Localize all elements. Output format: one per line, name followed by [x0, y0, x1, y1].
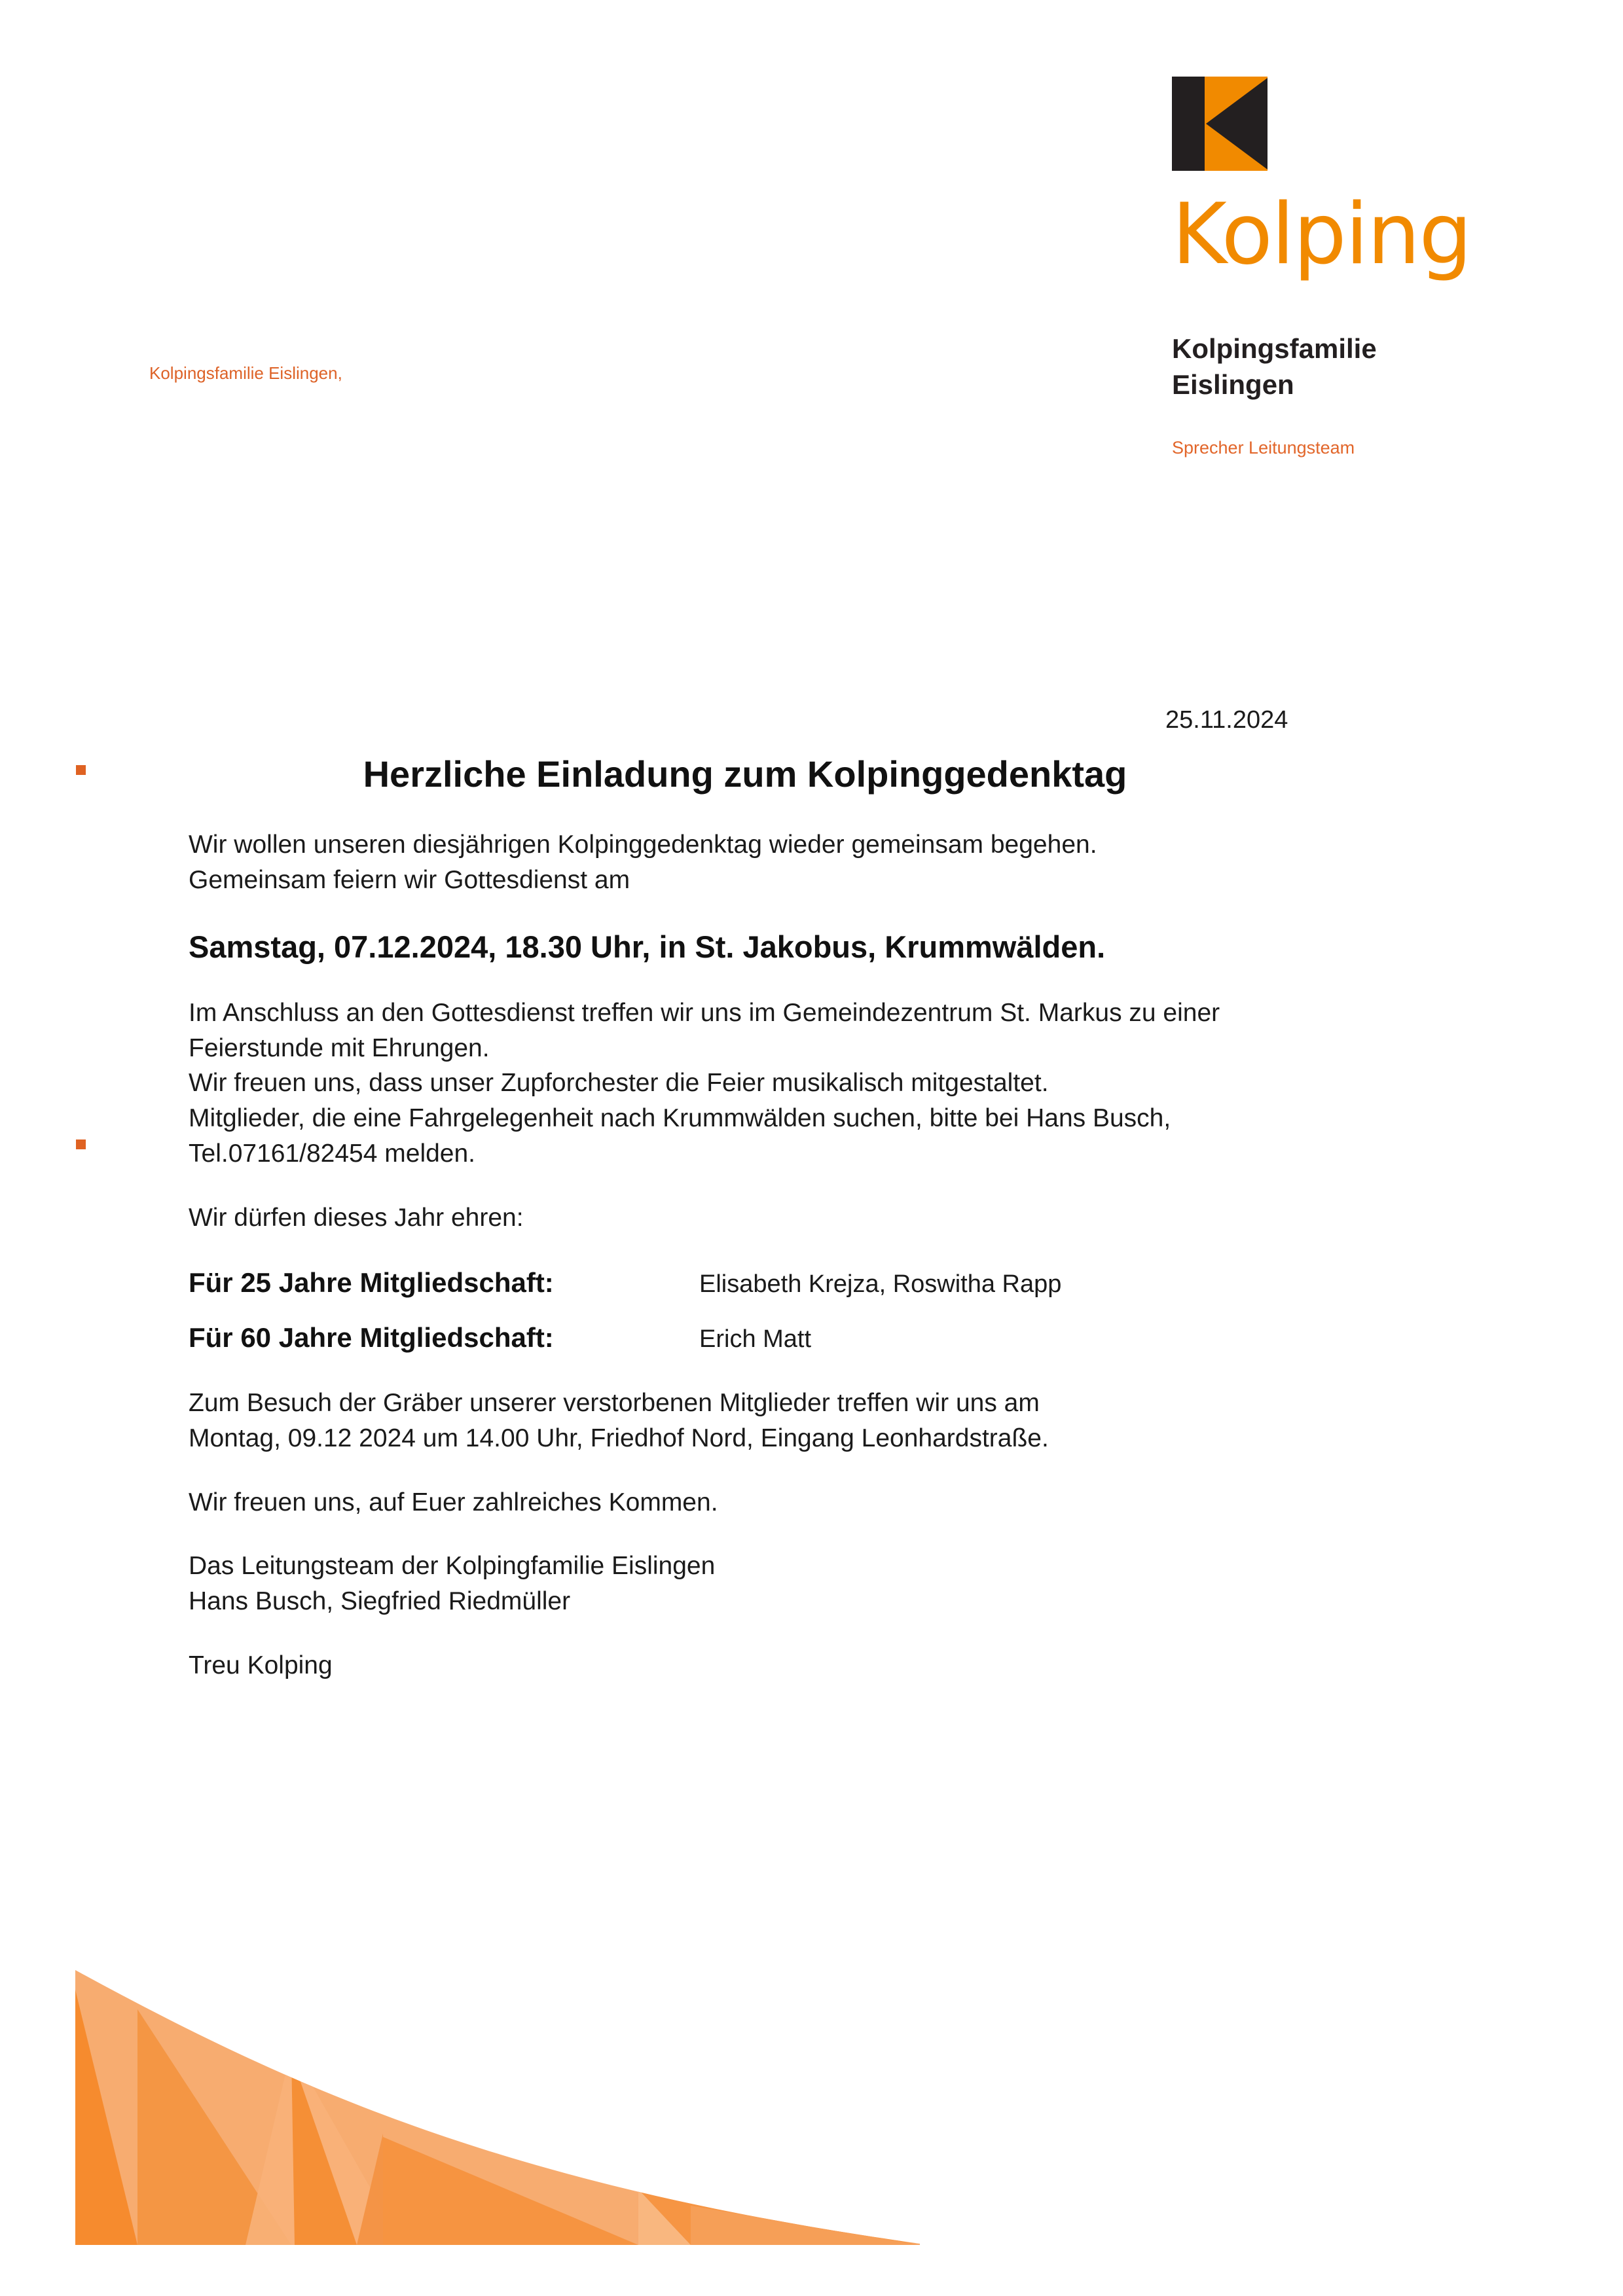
sender-line: Kolpingsfamilie Eislingen, [149, 363, 342, 383]
margin-square-marker-bottom [76, 1139, 86, 1149]
motto: Treu Kolping [189, 1651, 333, 1680]
signature-line-1: Das Leitungsteam der Kolpingfamilie Eislingen [189, 1552, 716, 1581]
honour-row-60-years [189, 1319, 1413, 1357]
document-date: 25.11.2024 [1165, 706, 1288, 734]
graves-line-1: Zum Besuch der Gräber unserer verstorbenen Mitglieder treffen wir uns am [189, 1388, 1040, 1417]
details-line-5: Tel.07161/82454 melden. [189, 1139, 476, 1168]
honour-label: Für 60 Jahre Mitgliedschaft: [189, 1322, 554, 1354]
honour-names: Elisabeth Krejza, Roswitha Rapp [699, 1270, 1062, 1298]
details-line-4: Mitglieder, die eine Fahrgelegenheit nach Krummwälden suchen, bitte bei Hans Busch, [189, 1104, 1171, 1133]
organisation-role: Sprecher Leitungsteam [1172, 438, 1355, 457]
organisation-name-line-1: Kolpingsfamilie [1172, 333, 1377, 364]
intro-line-2: Gemeinsam feiern wir Gottesdienst am [189, 865, 630, 894]
spacer [189, 1520, 1413, 1549]
honour-names: Erich Matt [699, 1325, 812, 1354]
details-line-3: Wir freuen uns, dass unser Zupforchester die Feier musikalisch mitgestaltet. [189, 1069, 1049, 1098]
honour-row-25-years [189, 1265, 1413, 1302]
signature-line-2: Hans Busch, Siegfried Riedmüller [189, 1587, 571, 1616]
spacer [189, 898, 1413, 927]
spacer [189, 1301, 1413, 1319]
closing-line: Wir freuen uns, auf Euer zahlreiches Kommen. [189, 1488, 718, 1516]
honour-label: Für 25 Jahre Mitgliedschaft: [189, 1266, 554, 1298]
letter-body [189, 751, 1413, 1683]
graves-line-2: Montag, 09.12 2024 um 14.00 Uhr, Friedhof Nord, Eingang Leonhardstraße. [189, 1424, 1049, 1452]
letterhead-logo-block [1172, 77, 1512, 283]
details-line-1: Im Anschluss an den Gottesdienst treffen wir uns im Gemeindezentrum St. Markus zu einer [189, 998, 1220, 1027]
organisation-name-line-2: Eislingen [1172, 368, 1294, 400]
kolping-k-logo-icon [1172, 77, 1267, 171]
kolping-wordmark: Kolping [1172, 186, 1471, 283]
spacer [189, 1357, 1413, 1386]
page-title: Herzliche Einladung zum Kolpinggedenktag [363, 753, 1127, 795]
event-headline: Samstag, 07.12.2024, 18.30 Uhr, in St. Jakobus, Krummwälden. [189, 929, 1106, 964]
spacer [189, 1456, 1413, 1485]
details-line-2: Feierstunde mit Ehrungen. [189, 1033, 490, 1062]
honours-intro: Wir dürfen dieses Jahr ehren: [189, 1203, 524, 1232]
spacer [189, 1172, 1413, 1200]
spacer [189, 1236, 1413, 1265]
margin-square-marker-top [76, 765, 86, 775]
spacer [189, 967, 1413, 996]
spacer [189, 1619, 1413, 1648]
kolping-wave-decoration-icon [75, 1970, 920, 2245]
intro-line-1: Wir wollen unseren diesjährigen Kolpinggedenktag wieder gemeinsam begehen. [189, 831, 1097, 859]
organisation-name [1172, 331, 1539, 403]
